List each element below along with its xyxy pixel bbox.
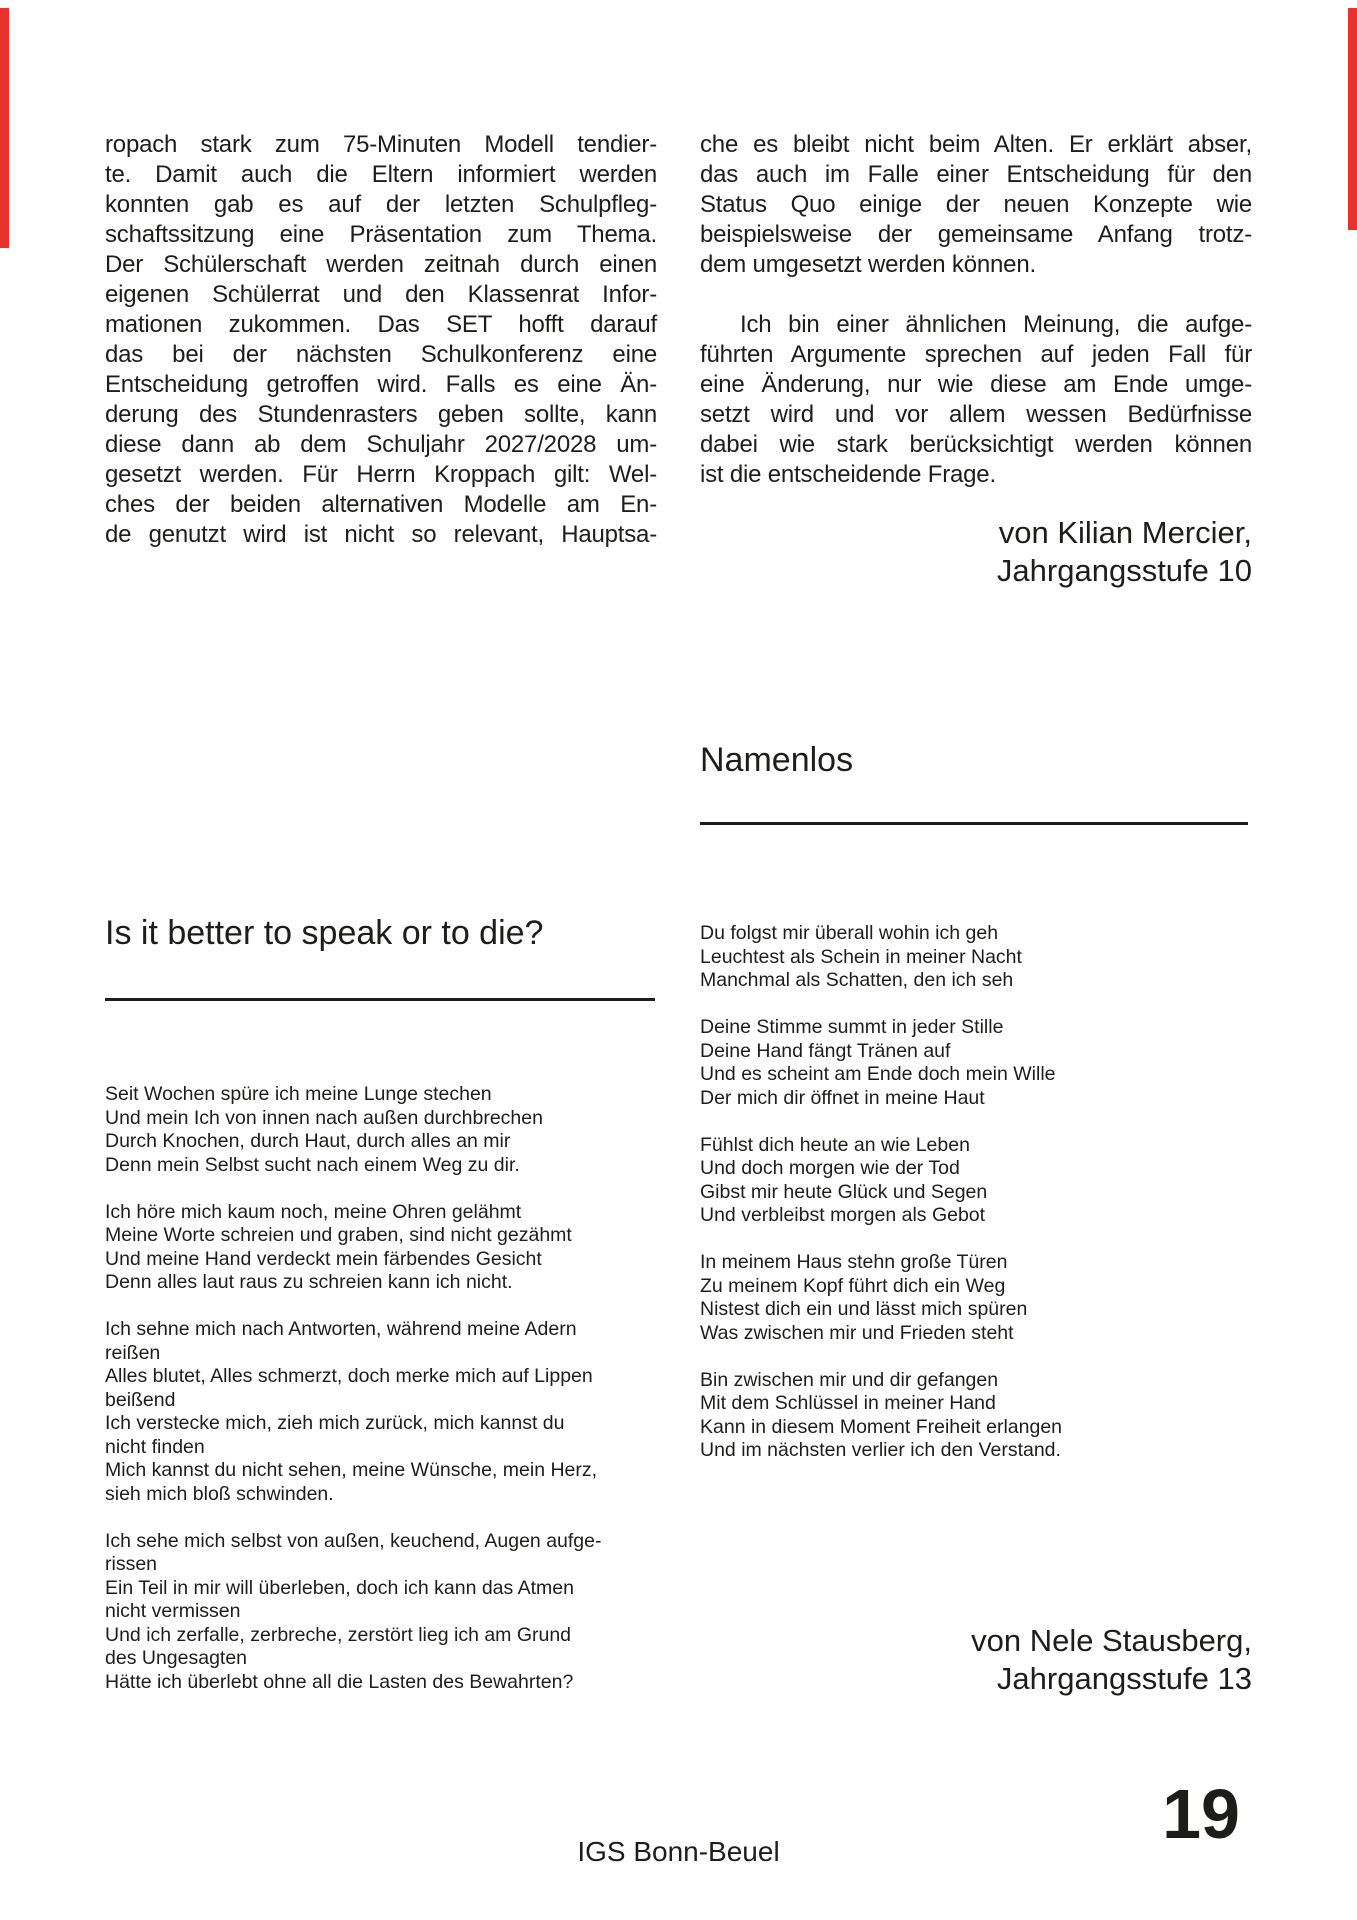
divider-rule: [105, 998, 655, 1001]
text-line: dem umgesetzt werden können.: [700, 251, 1036, 278]
text-line: de genutzt wird ist nicht so relevant, Hauptsa-: [105, 521, 657, 548]
stanza: [105, 1201, 665, 1295]
left-trim-mark: [0, 8, 9, 248]
text-line: te. Damit auch die Eltern informiert werden: [105, 161, 657, 188]
poem-line: Und im nächsten verlier ich den Verstand.: [700, 1439, 1061, 1461]
text-line: eine Änderung, nur wie diese am Ende umge-: [700, 371, 1252, 398]
poem-line: Der mich dir öffnet in meine Haut: [700, 1086, 985, 1109]
poem-line: Deine Stimme summt in jeder Stille: [700, 1016, 1004, 1038]
poem-line: Gibst mir heute Glück und Segen: [700, 1180, 988, 1203]
right-trim-mark: [1348, 8, 1357, 230]
text-line: dabei wie stark berücksichtigt werden können: [700, 431, 1252, 458]
poem-namenlos-body: [700, 922, 1260, 1486]
text-line: setzt wird und vor allem wessen Bedürfnisse: [700, 401, 1252, 428]
article-paragraph-1: [700, 130, 1252, 280]
attribution-line: Jahrgangsstufe 10: [996, 553, 1252, 588]
text-line: gesetzt werden. Für Herrn Kroppach gilt: Wel-: [105, 461, 657, 488]
poem-line: In meinem Haus stehn große Türen: [700, 1251, 1008, 1273]
stanza: [105, 1083, 665, 1177]
poem-line: nicht vermissen: [105, 1600, 241, 1622]
text-line: ches der beiden alternativen Modelle am En-: [105, 491, 657, 518]
text-line: Der Schülerschaft werden zeitnah durch einen: [105, 251, 657, 278]
poem-line: Ich höre mich kaum noch, meine Ohren gelähmt: [105, 1200, 522, 1223]
poem-line: Alles blutet, Alles schmerzt, doch merke mich auf Lippen: [105, 1365, 593, 1387]
poem-line: Seit Wochen spüre ich meine Lunge stechen: [105, 1083, 492, 1105]
poem-line: Und mein Ich von innen nach außen durchbrechen: [105, 1106, 543, 1129]
poem-line: Durch Knochen, durch Haut, durch alles an mir: [105, 1130, 511, 1152]
text-line: Entscheidung getroffen wird. Falls es eine Än-: [105, 371, 657, 398]
article-column-1: [105, 130, 657, 550]
text-line: ist die entscheidende Frage.: [700, 461, 996, 488]
poem-line: Deine Hand fängt Tränen auf: [700, 1039, 951, 1062]
stanza: [105, 1318, 665, 1506]
poem-line: Du folgst mir überall wohin ich geh: [700, 922, 999, 944]
footer-school-name: IGS Bonn-Beuel: [577, 1836, 780, 1867]
poem-line: Meine Worte schreien und graben, sind nicht gezähmt: [105, 1224, 572, 1246]
poem-line: beißend: [105, 1388, 176, 1411]
text-line: che es bleibt nicht beim Alten. Er erklärt abser,: [700, 131, 1252, 158]
stanza: [700, 1134, 1260, 1228]
text-line: konnten gab es auf der letzten Schulpfleg-: [105, 191, 657, 218]
poem-line: Manchmal als Schatten, den ich seh: [700, 969, 1014, 991]
stanza: [105, 1530, 665, 1695]
poem-line: Und ich zerfalle, zerbreche, zerstört lieg ich am Grund: [105, 1623, 572, 1646]
poem-line: Und meine Hand verdeckt mein färbendes Gesicht: [105, 1247, 542, 1270]
poem-line: Denn mein Selbst sucht nach einem Weg zu dir.: [105, 1153, 520, 1176]
poem-line: Leuchtest als Schein in meiner Nacht: [700, 945, 1022, 968]
poem-line: Kann in diesem Moment Freiheit erlangen: [700, 1415, 1063, 1438]
attribution-line: von Nele Stausberg,: [971, 1623, 1252, 1658]
poem-line: Ich sehe mich selbst von außen, keuchend, Augen aufge-: [105, 1529, 602, 1552]
divider-rule: [700, 822, 1248, 825]
stanza: [700, 1251, 1260, 1345]
poem-line: Fühlst dich heute an wie Leben: [700, 1133, 970, 1156]
poem-line: Ein Teil in mir will überleben, doch ich kann das Atmen: [105, 1576, 574, 1599]
article-paragraph-2: [700, 310, 1252, 490]
poem-namenlos-section: [700, 740, 1248, 825]
text-line: Ich bin einer ähnlichen Meinung, die aufge-: [740, 311, 1252, 338]
stanza: [700, 1369, 1260, 1463]
poem-line: Mit dem Schlüssel in meiner Hand: [700, 1392, 996, 1414]
poem-line: Und doch morgen wie der Tod: [700, 1157, 960, 1179]
poem-line: Zu meinem Kopf führt dich ein Weg: [700, 1274, 1006, 1297]
poem-line: Mich kannst du nicht sehen, meine Wünsche, mein Herz,: [105, 1459, 598, 1481]
text-line: mationen zukommen. Das SET hofft darauf: [105, 311, 657, 338]
poem-line: Ich verstecke mich, zieh mich zurück, mich kannst du: [105, 1412, 565, 1434]
poem-line: sieh mich bloß schwinden.: [105, 1482, 334, 1505]
text-line: schaftssitzung eine Präsentation zum Thema.: [105, 221, 657, 248]
poem-speak-section: [105, 913, 657, 1001]
text-line: ropach stark zum 75-Minuten Modell tendier-: [105, 131, 657, 158]
page-number: 19: [1162, 1775, 1240, 1853]
poem-line: Und es scheint am Ende doch mein Wille: [700, 1063, 1056, 1085]
poem-line: rissen: [105, 1553, 158, 1575]
article-column-2: [700, 130, 1252, 590]
text-line: Status Quo einige der neuen Konzepte wie: [700, 191, 1252, 218]
poem-line: Nistest dich ein und lässt mich spüren: [700, 1298, 1028, 1320]
poem-namenlos-attribution: [700, 1622, 1252, 1698]
text-line: diese dann ab dem Schuljahr 2027/2028 um-: [105, 431, 657, 458]
stanza: [700, 1016, 1260, 1110]
poem-line: Hätte ich überlebt ohne all die Lasten des Bewahrten?: [105, 1670, 574, 1693]
poem-line: Ich sehne mich nach Antworten, während meine Adern: [105, 1318, 577, 1340]
poem-line: des Ungesagten: [105, 1647, 248, 1669]
poem-speak-title: Is it better to speak or to die?: [105, 914, 544, 952]
text-line: das auch im Falle einer Entscheidung für den: [700, 161, 1252, 188]
stanza: [700, 922, 1260, 993]
article-author-attribution: [700, 514, 1252, 590]
text-line: derung des Stundenrasters geben sollte, kann: [105, 401, 657, 428]
text-line: das bei der nächsten Schulkonferenz eine: [105, 341, 657, 368]
poem-line: Bin zwischen mir und dir gefangen: [700, 1368, 999, 1391]
poem-line: Und verbleibst morgen als Gebot: [700, 1204, 986, 1226]
text-line: beispielsweise der gemeinsame Anfang trotz-: [700, 221, 1252, 248]
text-line: eigenen Schülerrat und den Klassenrat Infor-: [105, 281, 657, 308]
poem-line: reißen: [105, 1341, 161, 1364]
attribution-line: Jahrgangsstufe 13: [996, 1661, 1252, 1696]
poem-namenlos-title: Namenlos: [700, 741, 854, 779]
text-line: führten Argumente sprechen auf jeden Fall für: [700, 341, 1252, 368]
poem-line: Denn alles laut raus zu schreien kann ich nicht.: [105, 1271, 513, 1293]
poem-line: Was zwischen mir und Frieden steht: [700, 1321, 1014, 1344]
poem-speak-body: [105, 1083, 665, 1718]
attribution-line: von Kilian Mercier,: [998, 515, 1252, 550]
poem-line: nicht finden: [105, 1435, 205, 1458]
